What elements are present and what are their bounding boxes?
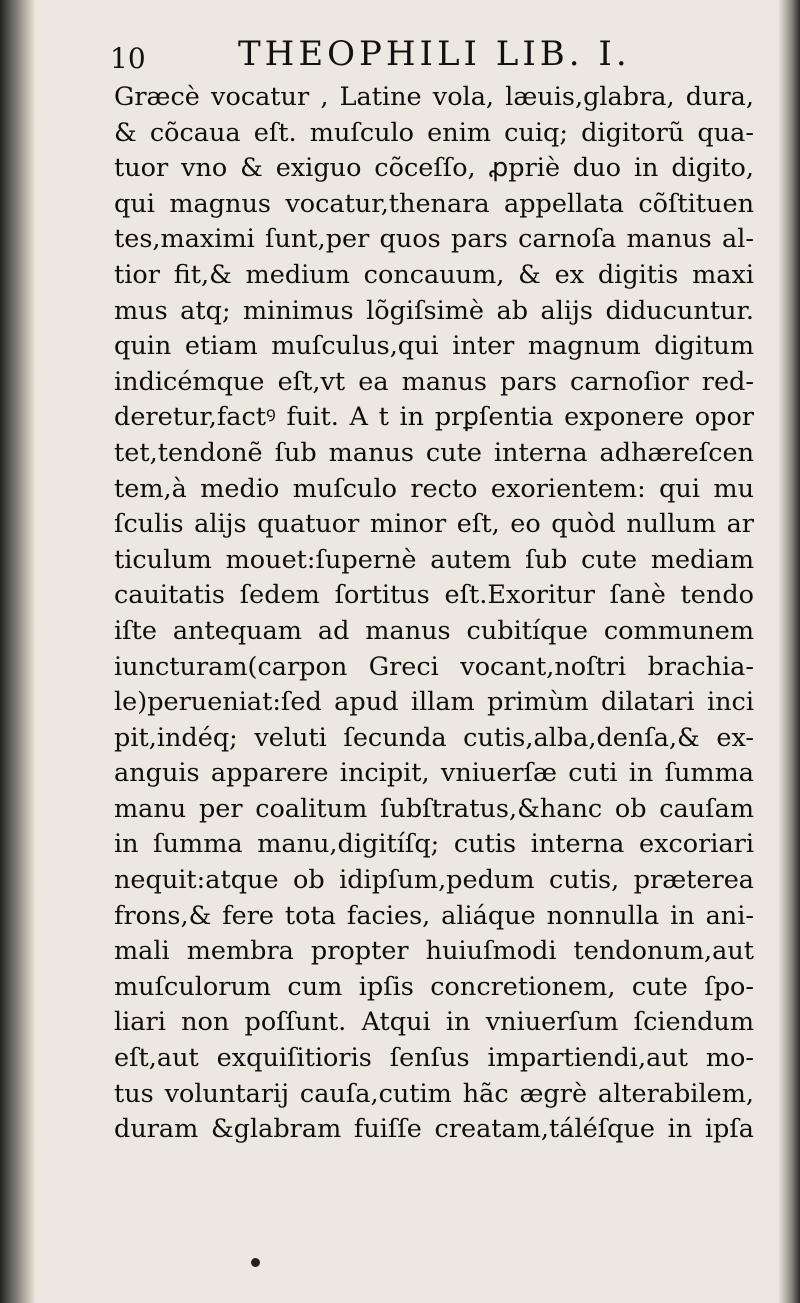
- text-line: tes,maximi ſunt,per quos pars carnoſa manus al-: [114, 224, 754, 255]
- text-line: tuor vno & exiguo cõceſſo, ꝓpriè duo in digito,: [114, 153, 754, 184]
- page-number: 10: [110, 42, 146, 75]
- text-line: indicémque eſt,vt ea manus pars carnoſior red-: [114, 366, 754, 397]
- text-line: tem,à medio muſculo recto exorientem: qui mu: [114, 473, 754, 504]
- page-header: [110, 28, 760, 76]
- text-line: mali membra propter huiuſmodi tendonum,aut: [114, 936, 754, 967]
- text-line: tior fit,& medium concauum, & ex digitis maxi: [114, 259, 754, 290]
- text-line: manu per coalitum ſubſtratus,&hanc ob cauſam: [114, 793, 754, 824]
- text-line: cauitatis ſedem ſortitus eſt.Exoritur ſanè tendo: [114, 580, 754, 611]
- text-line: quin etiam muſculus,qui inter magnum digitum: [114, 331, 754, 362]
- ink-speck: [251, 1258, 260, 1267]
- text-line: tet,tendonẽ ſub manus cute interna adhæreſcen: [114, 437, 754, 468]
- text-line: muſculorum cum ipſis concretionem, cute ſpo-: [114, 971, 754, 1002]
- text-line: & cõcaua eſt. muſculo enim cuiq; digitorũ qua-: [114, 117, 754, 148]
- text-line: frons,& fere tota facies, aliáque nonnulla in ani-: [114, 900, 754, 931]
- text-line: iſte antequam ad manus cubitíque communem: [114, 615, 754, 646]
- text-line: ſculis alijs quatuor minor eſt, eo quòd nullum ar: [114, 509, 754, 540]
- text-line: tus voluntarij cauſa,cutim hãc ægrè alterabilem,: [114, 1078, 754, 1109]
- gutter-shadow: [0, 0, 36, 1303]
- text-line: liari non poſſunt. Atqui in vniuerſum ſciendum: [114, 1007, 754, 1038]
- text-line: deretur,factꝰ fuit. A t in prꝑſentia exponere opor: [114, 402, 754, 433]
- text-line: pit,indéq; veluti ſecunda cutis,alba,denſa,& ex-: [114, 722, 754, 753]
- text-line: le)perueniat:ſed apud illam primùm dilatari inci: [114, 687, 754, 718]
- text-line: ticulum mouet:ſupernè autem ſub cute mediam: [114, 544, 754, 575]
- text-line: nequit:atque ob idipſum,pedum cutis, præterea: [114, 865, 754, 896]
- page-edge: [778, 0, 800, 1303]
- text-line: duram &glabram fuiſſe creatam,táléſque in ipſa: [114, 1114, 754, 1145]
- text-line: anguis apparere incipit, vniuerſæ cuti in ſumma: [114, 758, 754, 789]
- running-head: THEOPHILI LIB. I.: [238, 34, 631, 74]
- body-text: [114, 80, 754, 1148]
- text-line: Græcè vocatur , Latine vola, læuis,glabra, dura,: [114, 82, 754, 112]
- text-line: mus atq; minimus lõgiſsimè ab alijs diducuntur.: [114, 295, 754, 326]
- text-line: iuncturam(carpon Greci vocant,noſtri brachia-: [114, 651, 754, 682]
- text-line: eſt,aut exquiſitioris ſenſus impartiendi,aut mo-: [114, 1043, 754, 1074]
- text-line: in ſumma manu,digitíſq; cutis interna excoriari: [114, 829, 754, 860]
- text-line: qui magnus vocatur,thenara appellata cõſtituen: [114, 188, 754, 219]
